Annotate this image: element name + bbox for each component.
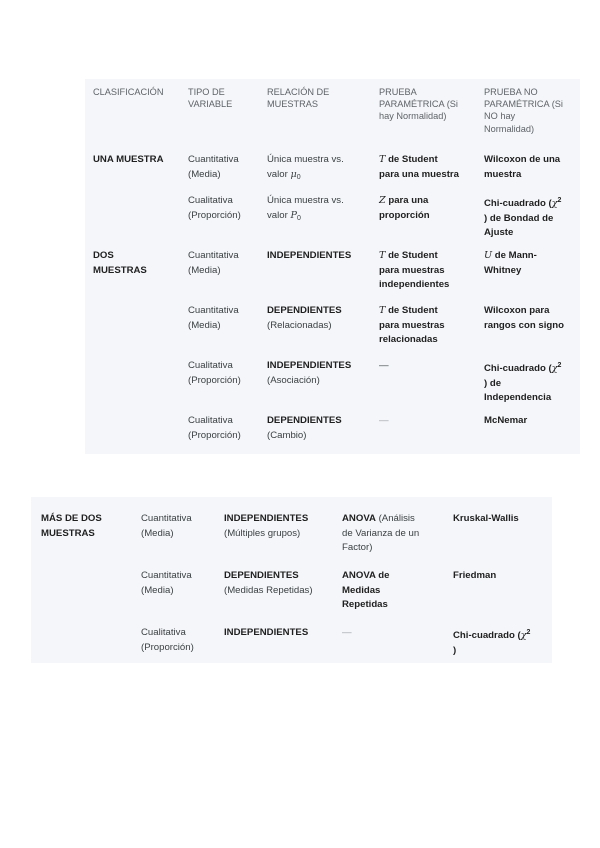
row3-rel-bold: INDEPENDIENTES <box>267 250 352 261</box>
row3-param-symbol: T <box>379 250 386 261</box>
row2-no-parametrica <box>484 194 561 241</box>
row5-noparam-symbol: χ <box>551 363 558 374</box>
row5-tipo-line1: Cualitativa <box>188 360 233 371</box>
header-relacion-muestras <box>267 86 329 110</box>
t2-row1-noparam: Kruskal-Wallis <box>453 513 519 524</box>
t2-row3-tipo-line2: (Proporción) <box>141 641 194 653</box>
row3-clasificacion-line1: DOS <box>93 250 114 261</box>
row1-noparam-line1: Wilcoxon de una <box>484 154 561 165</box>
row3-tipo <box>188 249 239 278</box>
t2-row1-param-text1: (Análisis <box>375 513 415 524</box>
row4-tipo <box>188 304 239 333</box>
row4-tipo-line1: Cuantitativa <box>188 305 239 316</box>
row3-noparam-symbol: U <box>484 250 493 261</box>
row2-parametrica <box>379 194 430 223</box>
header-tipo-variable <box>188 86 232 110</box>
row6-relacion <box>267 414 342 443</box>
t2-row2-noparam: Friedman <box>453 570 497 581</box>
row6-rel-line2: (Cambio) <box>267 429 307 441</box>
header-tipo-line1: TIPO DE <box>188 87 225 97</box>
row4-noparam-line2: rangos con signo <box>484 319 564 331</box>
t2-row1-tipo-line1: Cuantitativa <box>141 513 192 524</box>
row3-noparam-line2: Whitney <box>484 264 522 276</box>
t2-row2-rel-bold: DEPENDIENTES <box>224 570 299 581</box>
t2-row1-tipo-line2: (Media) <box>141 527 174 539</box>
header-noparam-line3: NO hay <box>484 111 516 122</box>
row5-rel-line2: (Asociación) <box>267 374 320 386</box>
row4-rel-line2: (Relacionadas) <box>267 319 332 331</box>
row5-tipo <box>188 359 241 388</box>
t2-row1-clasificacion <box>41 512 102 541</box>
row1-tipo <box>188 153 239 182</box>
t2-row3-rel-bold: INDEPENDIENTES <box>224 627 309 638</box>
row5-rel-bold: INDEPENDIENTES <box>267 360 352 371</box>
header-relacion-line2: MUESTRAS <box>267 99 319 110</box>
row4-rel-bold: DEPENDIENTES <box>267 305 342 316</box>
row5-relacion <box>267 359 351 388</box>
row2-noparam-symbol: χ <box>551 198 558 209</box>
row4-param-text1: de Student <box>385 305 438 316</box>
row3-tipo-line1: Cuantitativa <box>188 250 239 261</box>
header-clasificacion <box>93 86 163 98</box>
row2-tipo-line2: (Proporción) <box>188 209 241 221</box>
row2-param-text1: para una <box>385 195 429 206</box>
row3-noparam-text1: de Mann- <box>492 250 537 261</box>
row3-relacion <box>267 249 351 264</box>
t2-row2-parametrica <box>342 569 389 613</box>
row1-no-parametrica <box>484 153 560 182</box>
header-noparam-line1: PRUEBA NO <box>484 87 538 97</box>
header-noparam-line4: Normalidad) <box>484 123 535 134</box>
row1-rel-symbol: μ <box>290 168 297 180</box>
row1-param-text1: de Student <box>385 154 438 165</box>
row1-rel-line1: Única muestra vs. <box>267 154 344 165</box>
row6-noparam: McNemar <box>484 415 528 426</box>
t2-row1-param-line3: Factor) <box>342 542 373 553</box>
t2-row2-tipo <box>141 569 192 598</box>
row2-noparam-line3: Ajuste <box>484 227 514 238</box>
t2-row2-rel-line2: (Medidas Repetidas) <box>224 584 313 596</box>
row4-param-symbol: T <box>379 305 386 316</box>
t2-row2-param-line2: Medidas <box>342 584 381 596</box>
row4-param-text2: para muestras <box>379 319 445 331</box>
t2-row3-noparam-text1: Chi-cuadrado ( <box>453 630 521 641</box>
row2-noparam-line2: ) de Bondad de <box>484 212 554 224</box>
row2-noparam-text1: Chi-cuadrado ( <box>484 198 552 209</box>
row1-relacion <box>267 153 344 185</box>
header-parametrica-line2: PARAMÉTRICA (Si <box>379 99 458 110</box>
row4-tipo-line2: (Media) <box>188 319 221 331</box>
row5-noparam-sup: 2 <box>557 362 562 369</box>
header-tipo-line2: VARIABLE <box>188 99 233 110</box>
row2-relacion <box>267 194 344 226</box>
row3-clasificacion-line2: MUESTRAS <box>93 264 147 276</box>
row3-param-text2: para muestras <box>379 264 445 276</box>
row3-param-text1: de Student <box>385 250 438 261</box>
t2-row2-no-parametrica <box>453 569 496 584</box>
header-noparam-line2: PARAMÉTRICA (Si <box>484 99 563 110</box>
t2-row3-parametrica <box>342 626 352 641</box>
row2-param-text2: proporción <box>379 209 430 221</box>
t2-row2-tipo-line1: Cuantitativa <box>141 570 192 581</box>
t2-row1-no-parametrica <box>453 512 519 527</box>
row5-parametrica <box>379 359 389 374</box>
row2-rel-line2 <box>267 209 344 227</box>
t2-row3-no-parametrica <box>453 626 530 658</box>
row1-rel-line2-text: valor <box>267 168 291 180</box>
row6-tipo-line1: Cualitativa <box>188 415 233 426</box>
t2-row1-clasificacion-line1: MÁS DE DOS <box>41 513 102 524</box>
row1-param-text2: para una muestra <box>379 168 459 180</box>
header-prueba-parametrica <box>379 86 458 123</box>
t2-row3-noparam-sup: 2 <box>526 629 531 636</box>
row6-param-dash: — <box>379 415 389 426</box>
t2-row2-relacion <box>224 569 313 598</box>
row6-no-parametrica <box>484 414 527 429</box>
t2-row3-tipo-line1: Cualitativa <box>141 627 186 638</box>
row2-rel-symbol: P <box>290 209 297 221</box>
t2-row1-param-bold: ANOVA <box>342 513 376 524</box>
header-relacion-line1: RELACIÓN DE <box>267 87 330 97</box>
t2-row3-relacion <box>224 626 308 641</box>
row2-tipo <box>188 194 241 223</box>
row2-param-symbol: Z <box>379 195 386 206</box>
row1-tipo-line2: (Media) <box>188 168 221 180</box>
t2-row3-param-dash: — <box>342 627 352 638</box>
t2-row1-param-line2: de Varianza de un <box>342 527 420 539</box>
row3-param-text3: independientes <box>379 279 450 290</box>
t2-row1-tipo <box>141 512 192 541</box>
row5-noparam-text1: Chi-cuadrado ( <box>484 363 552 374</box>
t2-row2-tipo-line2: (Media) <box>141 584 174 596</box>
row2-noparam-sup: 2 <box>557 197 562 204</box>
row3-parametrica <box>379 249 449 293</box>
t2-row1-clasificacion-line2: MUESTRAS <box>41 527 95 539</box>
row5-noparam-line3: Independencia <box>484 392 552 403</box>
statistical-tests-table <box>85 79 580 454</box>
t2-row1-rel-line2: (Múltiples grupos) <box>224 527 301 539</box>
row4-relacion <box>267 304 342 333</box>
row1-parametrica <box>379 153 459 182</box>
header-clasificacion-text: CLASIFICACIÓN <box>93 87 164 97</box>
row1-tipo-line1: Cuantitativa <box>188 154 239 165</box>
row1-noparam-line2: muestra <box>484 168 522 180</box>
row2-rel-line2-text: valor <box>267 209 291 221</box>
t2-row1-rel-bold: INDEPENDIENTES <box>224 513 309 524</box>
multiple-samples-table <box>31 497 552 663</box>
t2-row3-tipo <box>141 626 194 655</box>
row1-clasificacion <box>93 153 164 168</box>
header-prueba-no-parametrica <box>484 86 563 135</box>
row1-clasificacion-text: UNA MUESTRA <box>93 154 164 165</box>
row1-param-symbol: T <box>379 154 386 165</box>
row5-no-parametrica <box>484 359 561 406</box>
row4-no-parametrica <box>484 304 564 333</box>
row2-rel-subscript: 0 <box>296 214 301 222</box>
t2-row2-param-line3: Repetidas <box>342 599 388 610</box>
t2-row1-parametrica <box>342 512 419 556</box>
row6-tipo <box>188 414 241 443</box>
row3-no-parametrica <box>484 249 537 278</box>
row6-rel-bold: DEPENDIENTES <box>267 415 342 426</box>
row1-rel-subscript: 0 <box>296 173 301 181</box>
row6-parametrica <box>379 414 389 429</box>
row3-tipo-line2: (Media) <box>188 264 221 276</box>
row5-param-dash: — <box>379 360 389 371</box>
t2-row1-relacion <box>224 512 308 541</box>
row5-noparam-line2: ) de <box>484 377 502 389</box>
t2-row2-param-line1: ANOVA de <box>342 570 390 581</box>
row4-parametrica <box>379 304 445 348</box>
row5-tipo-line2: (Proporción) <box>188 374 241 386</box>
row2-rel-line1: Única muestra vs. <box>267 195 344 206</box>
row6-tipo-line2: (Proporción) <box>188 429 241 441</box>
row4-param-text3: relacionadas <box>379 334 438 345</box>
row4-noparam-line1: Wilcoxon para <box>484 305 550 316</box>
row1-rel-line2 <box>267 168 344 186</box>
row2-tipo-line1: Cualitativa <box>188 195 233 206</box>
t2-row3-noparam-symbol: χ <box>520 630 527 641</box>
header-parametrica-line1: PRUEBA <box>379 87 417 97</box>
row3-clasificacion <box>93 249 147 278</box>
header-parametrica-line3: hay Normalidad) <box>379 111 447 122</box>
t2-row3-noparam-line2: ) <box>453 644 457 656</box>
